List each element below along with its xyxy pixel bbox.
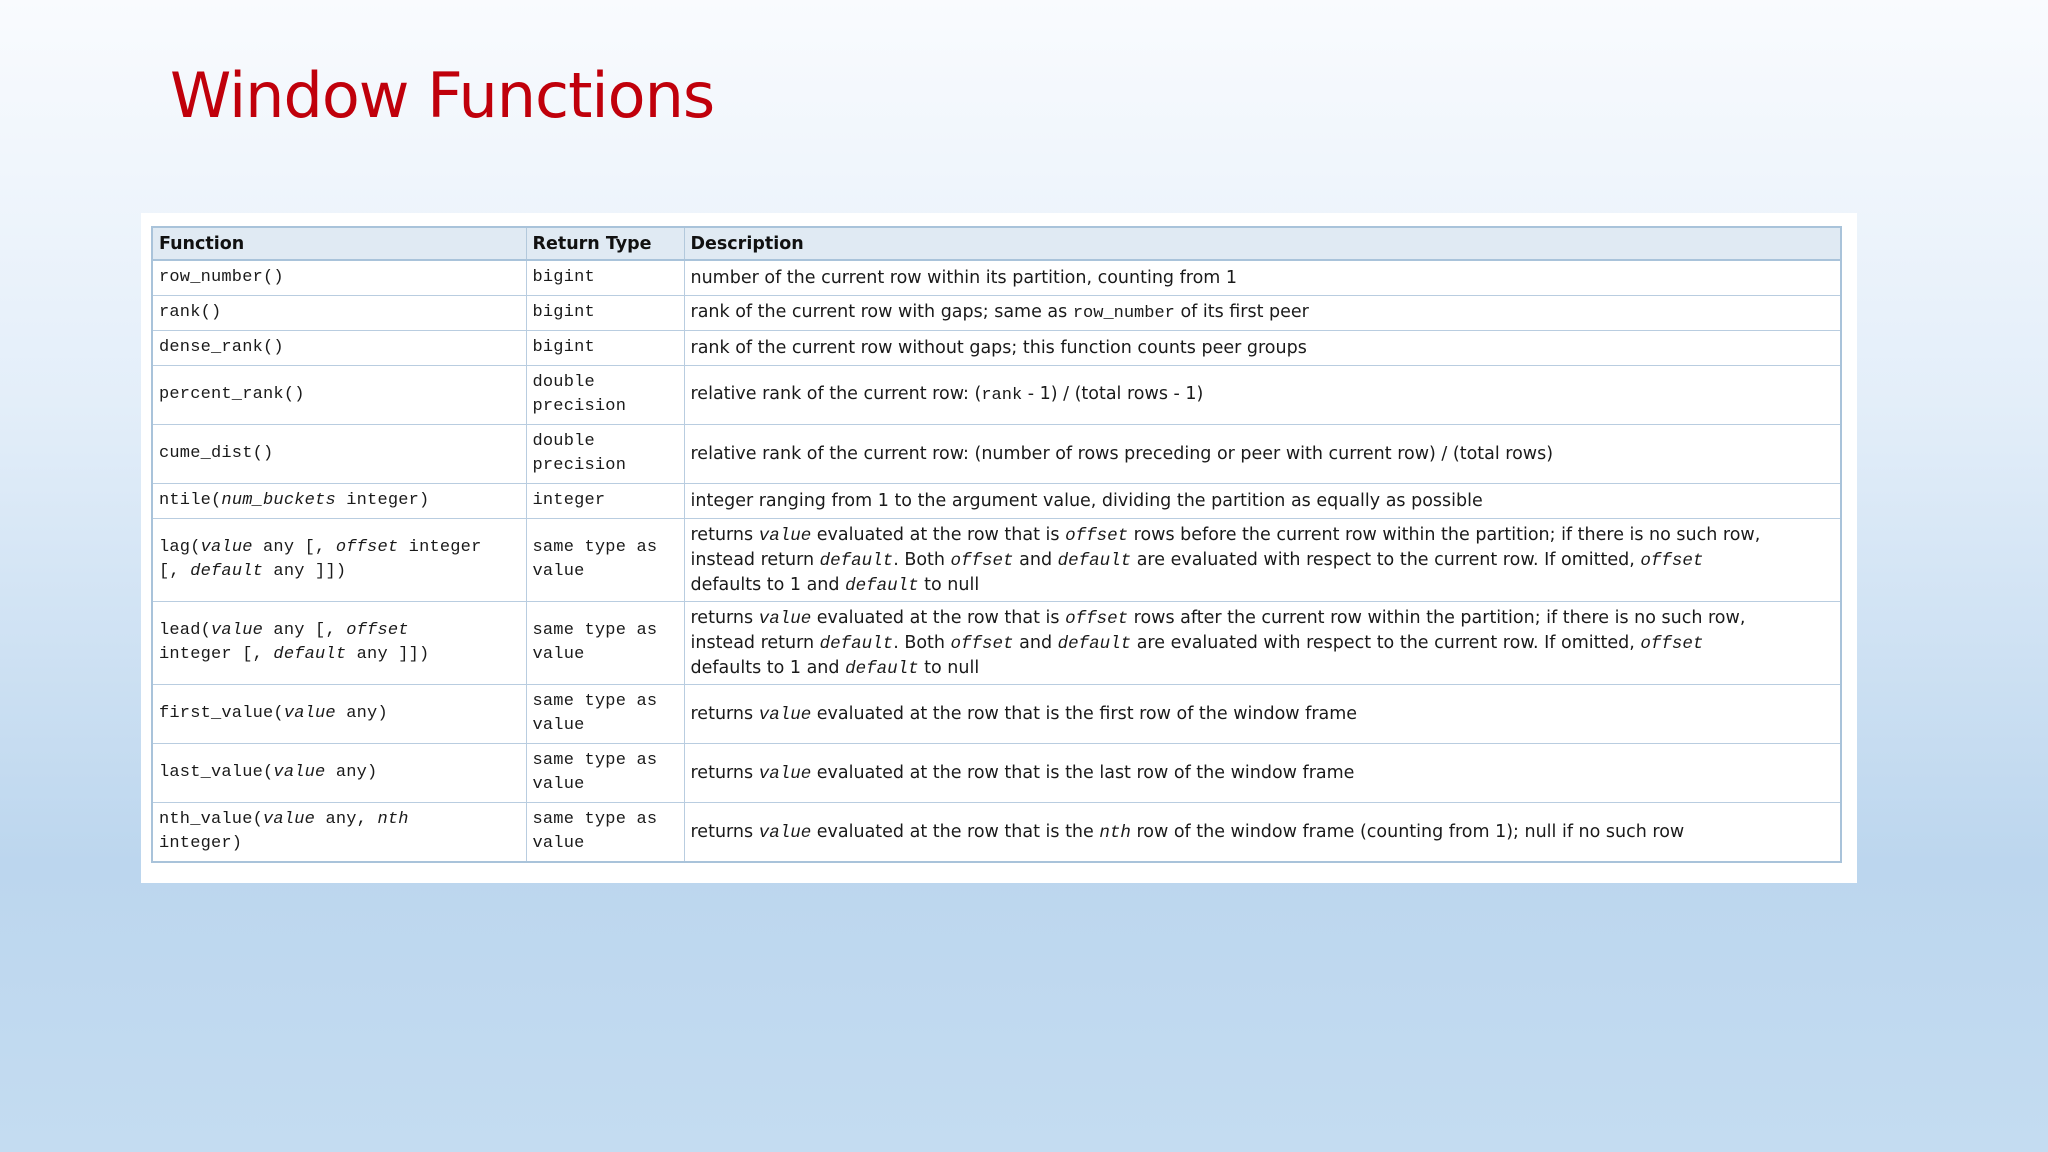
function-text: any) xyxy=(325,763,378,782)
function-argument: value xyxy=(273,763,326,782)
description-cell xyxy=(684,744,1841,803)
column-header-return-type: Return Type xyxy=(526,227,684,260)
return-type-code: value xyxy=(532,775,585,794)
function-text: first_value( xyxy=(159,704,284,723)
column-header-description: Description xyxy=(684,227,1841,260)
description-argument: offset xyxy=(1065,608,1129,629)
description-text: rank of the current row without gaps; this function counts peer groups xyxy=(690,338,1307,358)
description-argument: value xyxy=(758,822,812,843)
function-cell xyxy=(152,685,526,744)
return-type-cell xyxy=(526,519,684,602)
description-text: defaults to 1 and xyxy=(690,574,846,595)
function-argument: value xyxy=(283,704,336,723)
return-type-code: value xyxy=(532,562,585,581)
return-type-text: double xyxy=(532,432,595,451)
description-text: returns xyxy=(690,607,759,628)
description-cell xyxy=(684,803,1841,863)
function-cell: row_number() xyxy=(152,260,526,296)
description-text: are evaluated with respect to the current row. If omitted, xyxy=(1131,632,1641,653)
description-text: returns xyxy=(690,703,759,724)
table-row xyxy=(152,484,1841,519)
return-type-cell xyxy=(526,744,684,803)
description-text: returns xyxy=(690,821,759,842)
description-text: and xyxy=(1013,549,1058,570)
function-argument: default xyxy=(273,645,347,664)
return-type-text: same type as xyxy=(532,538,658,557)
return-type-cell xyxy=(526,484,684,519)
return-type-cell xyxy=(526,685,684,744)
description-text: relative rank of the current row: ( xyxy=(690,384,982,404)
function-text: lag( xyxy=(159,538,201,557)
description-cell xyxy=(684,602,1841,685)
description-text: row of the window frame (counting from 1); null if no such row xyxy=(1130,821,1685,842)
description-text: - 1) / (total rows - 1) xyxy=(1022,384,1204,404)
description-text: of its first peer xyxy=(1174,302,1309,322)
table-header-row xyxy=(152,227,1841,260)
function-cell xyxy=(152,744,526,803)
return-type-text: bigint xyxy=(532,303,595,322)
description-text: to null xyxy=(918,657,980,678)
slide-title: Window Functions xyxy=(170,59,715,132)
description-argument: offset xyxy=(1065,525,1129,546)
table-row xyxy=(152,425,1841,484)
function-argument: nth xyxy=(377,810,409,829)
function-text: ntile( xyxy=(159,491,222,510)
function-text: integer) xyxy=(335,491,430,510)
description-argument: default xyxy=(819,633,894,654)
description-code: row_number xyxy=(1072,304,1175,323)
function-text: integer) xyxy=(159,834,243,853)
function-argument: value xyxy=(263,810,316,829)
description-cell xyxy=(684,519,1841,602)
function-argument: offset xyxy=(346,621,409,640)
description-text: instead return xyxy=(690,549,820,570)
table-row xyxy=(152,331,1841,366)
function-cell xyxy=(152,602,526,685)
table-container xyxy=(141,213,1857,883)
return-type-code: value xyxy=(532,834,585,853)
function-argument: value xyxy=(200,538,253,557)
function-text: any, xyxy=(315,810,378,829)
description-text: relative rank of the current row: (number of rows preceding or peer with current row) / (total rows) xyxy=(690,444,1554,464)
description-argument: value xyxy=(758,763,812,784)
return-type-text: same type as xyxy=(532,810,658,829)
function-text: integer xyxy=(398,538,482,557)
description-text: evaluated at the row that is xyxy=(811,607,1066,628)
description-text: to null xyxy=(918,574,980,595)
description-argument: offset xyxy=(950,633,1014,654)
description-argument: offset xyxy=(1640,550,1704,571)
return-type-text: bigint xyxy=(532,338,595,357)
function-cell xyxy=(152,519,526,602)
return-type-code: value xyxy=(532,645,585,664)
function-text: nth_value( xyxy=(159,810,264,829)
function-text: any) xyxy=(335,704,388,723)
description-text: rank of the current row with gaps; same as xyxy=(690,302,1073,322)
function-cell: rank() xyxy=(152,296,526,331)
description-text: integer ranging from 1 to the argument value, dividing the partition as equally as possible xyxy=(690,491,1483,511)
function-cell: cume_dist() xyxy=(152,425,526,484)
return-type-cell xyxy=(526,803,684,863)
description-argument: default xyxy=(845,658,919,679)
return-type-text: same type as xyxy=(532,692,658,711)
description-text: instead return xyxy=(690,632,820,653)
description-argument: nth xyxy=(1099,822,1131,843)
return-type-cell xyxy=(526,425,684,484)
description-text: returns xyxy=(690,524,759,545)
return-type-cell xyxy=(526,331,684,366)
description-cell xyxy=(684,260,1841,296)
return-type-text: double xyxy=(532,373,595,392)
function-argument: num_buckets xyxy=(221,491,336,510)
function-argument: default xyxy=(190,562,264,581)
function-text: any [, xyxy=(263,621,347,640)
table-row xyxy=(152,685,1841,744)
description-cell xyxy=(684,366,1841,425)
return-type-text: same type as xyxy=(532,751,658,770)
function-cell xyxy=(152,803,526,863)
function-cell xyxy=(152,484,526,519)
description-text: . Both xyxy=(893,632,951,653)
return-type-text: bigint xyxy=(532,268,595,287)
function-text: any ]]) xyxy=(263,562,347,581)
function-cell: dense_rank() xyxy=(152,331,526,366)
window-functions-table xyxy=(151,226,1842,863)
description-text: returns xyxy=(690,762,759,783)
description-argument: value xyxy=(758,525,812,546)
table-row xyxy=(152,744,1841,803)
return-type-cell xyxy=(526,366,684,425)
function-argument: value xyxy=(211,621,264,640)
description-cell xyxy=(684,425,1841,484)
description-argument: offset xyxy=(1640,633,1704,654)
description-text: . Both xyxy=(893,549,951,570)
function-text: [, xyxy=(159,562,191,581)
description-argument: default xyxy=(1057,550,1132,571)
table-row xyxy=(152,602,1841,685)
description-argument: default xyxy=(819,550,894,571)
table-row xyxy=(152,260,1841,296)
description-text: rows before the current row within the partition; if there is no such row, xyxy=(1128,524,1761,545)
description-argument: default xyxy=(1057,633,1132,654)
description-text: evaluated at the row that is xyxy=(811,524,1066,545)
description-text: number of the current row within its partition, counting from 1 xyxy=(690,268,1238,288)
table-row xyxy=(152,296,1841,331)
return-type-cell xyxy=(526,296,684,331)
description-argument: default xyxy=(845,575,919,596)
description-text: evaluated at the row that is the xyxy=(811,821,1100,842)
description-cell xyxy=(684,484,1841,519)
description-cell xyxy=(684,685,1841,744)
description-argument: offset xyxy=(950,550,1014,571)
function-text: lead( xyxy=(159,621,212,640)
column-header-function: Function xyxy=(152,227,526,260)
table-row xyxy=(152,519,1841,602)
description-text: rows after the current row within the partition; if there is no such row, xyxy=(1128,607,1746,628)
description-text: defaults to 1 and xyxy=(690,657,846,678)
description-text: and xyxy=(1013,632,1058,653)
description-cell xyxy=(684,331,1841,366)
description-text: are evaluated with respect to the current row. If omitted, xyxy=(1131,549,1641,570)
function-text: any ]]) xyxy=(346,645,430,664)
function-text: last_value( xyxy=(159,763,274,782)
return-type-text: integer xyxy=(532,491,606,510)
function-text: integer [, xyxy=(159,645,274,664)
function-argument: offset xyxy=(335,538,399,557)
return-type-cell xyxy=(526,602,684,685)
description-argument: value xyxy=(758,608,812,629)
return-type-text: precision xyxy=(532,397,627,416)
return-type-text: same type as xyxy=(532,621,658,640)
return-type-text: precision xyxy=(532,456,627,475)
function-text: any [, xyxy=(252,538,336,557)
return-type-cell xyxy=(526,260,684,296)
function-cell: percent_rank() xyxy=(152,366,526,425)
description-argument: value xyxy=(758,704,812,725)
table-row xyxy=(152,366,1841,425)
description-text: evaluated at the row that is the first row of the window frame xyxy=(811,703,1358,724)
table-row xyxy=(152,803,1841,863)
description-text: evaluated at the row that is the last row of the window frame xyxy=(811,762,1355,783)
description-code: rank xyxy=(981,386,1023,405)
description-cell xyxy=(684,296,1841,331)
return-type-code: value xyxy=(532,716,585,735)
